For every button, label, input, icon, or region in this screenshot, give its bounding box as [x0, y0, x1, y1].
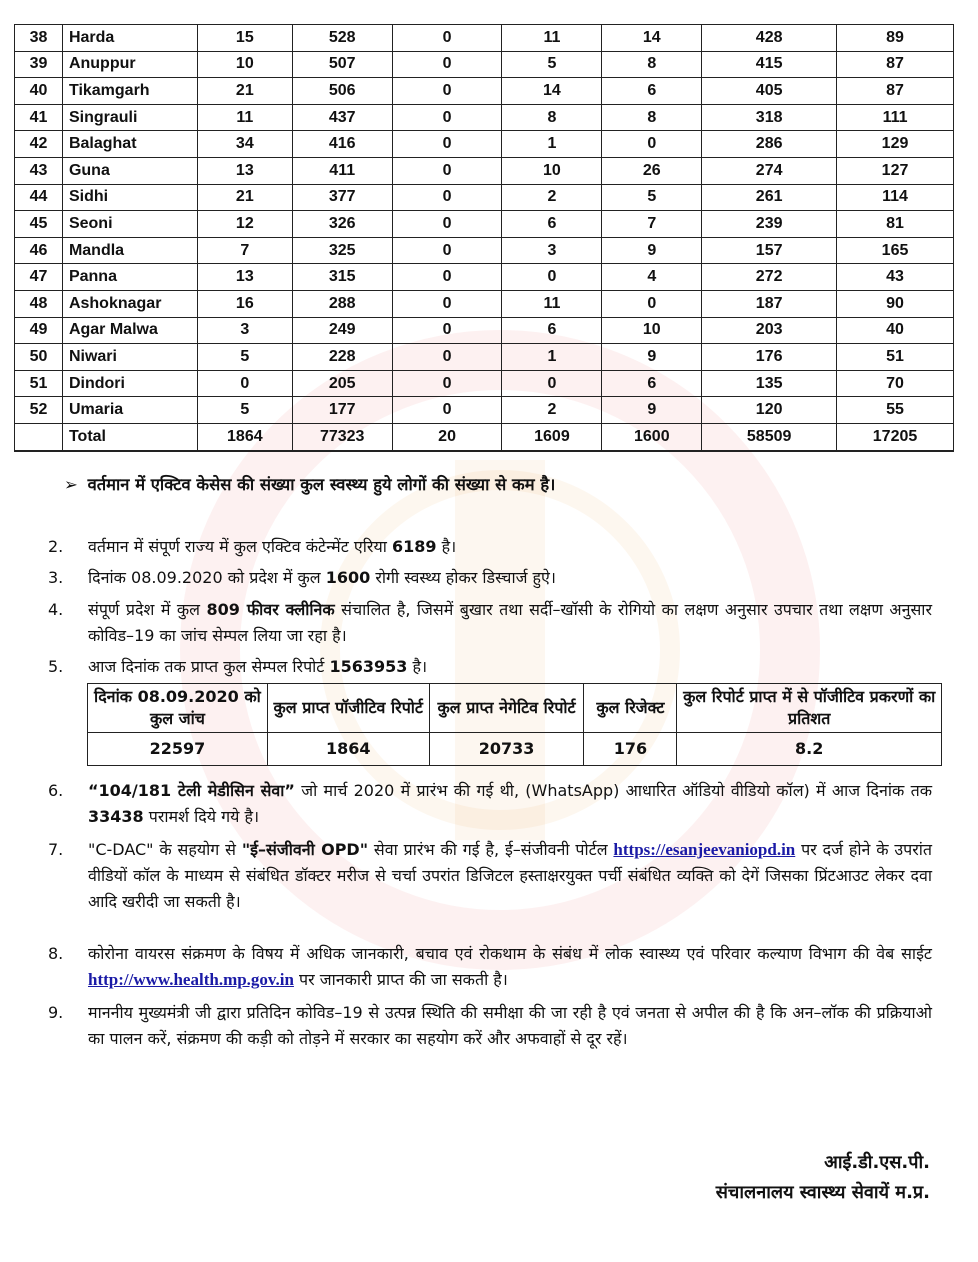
district-name-cell: Umaria [62, 397, 197, 424]
item-text: सेवा प्रारंभ की गई है, ई–संजीवनी पोर्टल [368, 840, 614, 859]
sample-value: 22597 [88, 733, 268, 766]
count-cell: 0 [392, 290, 502, 317]
count-cell: 0 [392, 237, 502, 264]
item-number: 2. [48, 537, 64, 556]
count-cell: 0 [392, 317, 502, 344]
count-cell: 77323 [292, 423, 392, 450]
table-row [15, 131, 954, 158]
count-cell: 205 [292, 370, 392, 397]
count-cell: 7 [602, 211, 702, 238]
count-cell: 55 [837, 397, 954, 424]
sample-value: 20733 [429, 733, 584, 766]
serial-cell: 41 [15, 104, 63, 131]
item-text: माननीय मुख्यमंत्री जी द्वारा प्रतिदिन कोविड–19 से उत्पन्न स्थिति की समीक्षा की जा रही है एवं जनता से अपील की है कि अन–लॉक की प्रक्रियाओ का पालन करें, संक्रमण की कड़ी को तोड़ने में सरकार का सहयोग करें और अफवाहों से दूर रहें। [88, 1003, 932, 1048]
district-table [14, 24, 954, 452]
sample-report-table [87, 683, 942, 766]
district-name-cell: Sidhi [62, 184, 197, 211]
item-text: पर जानकारी प्राप्त की जा सकती है। [293, 970, 508, 989]
count-cell: 8 [602, 104, 702, 131]
list-item-8 [48, 941, 932, 993]
district-name-cell: Balaghat [62, 131, 197, 158]
serial-cell: 50 [15, 344, 63, 371]
count-cell: 6 [602, 370, 702, 397]
count-cell: 415 [702, 51, 837, 78]
count-cell: 0 [602, 290, 702, 317]
count-cell: 13 [197, 264, 292, 291]
esanjeevani-link[interactable]: https://esanjeevaniopd.in [613, 840, 796, 859]
serial-cell: 49 [15, 317, 63, 344]
count-cell: 7 [197, 237, 292, 264]
count-cell: 87 [837, 78, 954, 105]
count-cell: 58509 [702, 423, 837, 450]
count-cell: 114 [837, 184, 954, 211]
count-cell: 9 [602, 397, 702, 424]
count-cell: 506 [292, 78, 392, 105]
count-cell: 507 [292, 51, 392, 78]
item-number: 5. [48, 657, 64, 676]
sample-value: 1864 [267, 733, 429, 766]
count-cell: 15 [197, 25, 292, 52]
list-item-6 [48, 778, 932, 830]
item-number: 3. [48, 568, 64, 587]
item-bold: 1600 [325, 568, 371, 587]
district-name-cell: Seoni [62, 211, 197, 238]
serial-cell: 45 [15, 211, 63, 238]
health-mp-link[interactable]: http://www.health.mp.gov.in [88, 970, 294, 989]
serial-cell: 44 [15, 184, 63, 211]
sample-header: कुल प्राप्त नेगेटिव रिपोर्ट [429, 684, 584, 733]
count-cell: 288 [292, 290, 392, 317]
count-cell: 3 [197, 317, 292, 344]
table-row [15, 397, 954, 424]
count-cell: 0 [392, 157, 502, 184]
item-text: परामर्श दिये गये है। [143, 807, 260, 826]
count-cell: 9 [602, 237, 702, 264]
item-bold: 809 फीवर क्लीनिक [206, 600, 335, 619]
table-row [15, 264, 954, 291]
serial-cell: 40 [15, 78, 63, 105]
count-cell: 165 [837, 237, 954, 264]
count-cell: 0 [392, 397, 502, 424]
count-cell: 177 [292, 397, 392, 424]
count-cell: 0 [392, 25, 502, 52]
count-cell: 10 [602, 317, 702, 344]
count-cell: 261 [702, 184, 837, 211]
count-cell: 5 [602, 184, 702, 211]
count-cell: 127 [837, 157, 954, 184]
item-bold: 6189 [391, 537, 437, 556]
count-cell: 9 [602, 344, 702, 371]
count-cell: 203 [702, 317, 837, 344]
sample-value: 8.2 [677, 733, 942, 766]
item-text: रोगी स्वस्थ्य होकर डिस्चार्ज हुऐ। [370, 568, 556, 587]
count-cell: 90 [837, 290, 954, 317]
count-cell: 1 [502, 131, 602, 158]
count-cell: 26 [602, 157, 702, 184]
count-cell: 11 [502, 25, 602, 52]
count-cell: 0 [392, 264, 502, 291]
sample-header: कुल रिजेक्ट [584, 684, 677, 733]
district-name-cell: Panna [62, 264, 197, 291]
count-cell: 14 [502, 78, 602, 105]
count-cell: 11 [502, 290, 602, 317]
district-name-cell: Singrauli [62, 104, 197, 131]
count-cell: 5 [197, 397, 292, 424]
count-cell: 21 [197, 78, 292, 105]
signature-block [716, 1148, 930, 1208]
item-text: है। [436, 537, 457, 556]
count-cell: 10 [197, 51, 292, 78]
count-cell: 16 [197, 290, 292, 317]
count-cell: 1864 [197, 423, 292, 450]
count-cell: 274 [702, 157, 837, 184]
count-cell: 2 [502, 397, 602, 424]
district-name-cell: Guna [62, 157, 197, 184]
list-item-9 [48, 1000, 932, 1052]
table-row [15, 370, 954, 397]
district-name-cell: Tikamgarh [62, 78, 197, 105]
count-cell: 135 [702, 370, 837, 397]
count-cell: 528 [292, 25, 392, 52]
count-cell: 318 [702, 104, 837, 131]
item-number: 6. [48, 781, 64, 800]
district-name-cell: Dindori [62, 370, 197, 397]
sample-header: दिनांक 08.09.2020 को कुल जांच [88, 684, 268, 733]
item-text: आज दिनांक तक प्राप्त कुल सेम्पल रिपोर्ट [88, 657, 330, 676]
count-cell: 286 [702, 131, 837, 158]
sample-header: कुल रिपोर्ट प्राप्त में से पॉजीटिव प्रकरणों का प्रतिशत [677, 684, 942, 733]
count-cell: 249 [292, 317, 392, 344]
table-row [15, 184, 954, 211]
item-bold: "ई–संजीवनी OPD" [241, 840, 369, 859]
list-item-7 [48, 837, 932, 915]
district-name-cell: Harda [62, 25, 197, 52]
item-text: दिनांक 08.09.2020 को प्रदेश में कुल [88, 568, 326, 587]
table-row [15, 78, 954, 105]
count-cell: 0 [197, 370, 292, 397]
count-cell: 0 [392, 344, 502, 371]
count-cell: 1609 [502, 423, 602, 450]
count-cell: 6 [602, 78, 702, 105]
count-cell: 34 [197, 131, 292, 158]
table-row [15, 157, 954, 184]
serial-cell: 47 [15, 264, 63, 291]
count-cell: 11 [197, 104, 292, 131]
count-cell: 89 [837, 25, 954, 52]
count-cell: 4 [602, 264, 702, 291]
count-cell: 51 [837, 344, 954, 371]
count-cell: 437 [292, 104, 392, 131]
list-item-5 [48, 654, 932, 680]
district-name-cell: Ashoknagar [62, 290, 197, 317]
district-name-cell: Niwari [62, 344, 197, 371]
count-cell: 20 [392, 423, 502, 450]
count-cell: 377 [292, 184, 392, 211]
table-row [15, 290, 954, 317]
count-cell: 3 [502, 237, 602, 264]
count-cell: 176 [702, 344, 837, 371]
count-cell: 81 [837, 211, 954, 238]
count-cell: 6 [502, 317, 602, 344]
arrow-bullet-icon: ➢ [64, 475, 78, 494]
serial-cell: 48 [15, 290, 63, 317]
count-cell: 21 [197, 184, 292, 211]
count-cell: 2 [502, 184, 602, 211]
count-cell: 40 [837, 317, 954, 344]
table-row [15, 317, 954, 344]
count-cell: 129 [837, 131, 954, 158]
serial-cell: 51 [15, 370, 63, 397]
count-cell: 0 [392, 51, 502, 78]
count-cell: 1600 [602, 423, 702, 450]
table-row [15, 237, 954, 264]
signature-line-1: आई.डी.एस.पी. [824, 1152, 930, 1173]
table-row [15, 51, 954, 78]
item-text: संपूर्ण प्रदेश में कुल [88, 600, 207, 619]
count-cell: 5 [197, 344, 292, 371]
serial-cell: 46 [15, 237, 63, 264]
count-cell: 411 [292, 157, 392, 184]
table-total-row [15, 423, 954, 450]
serial-cell: 39 [15, 51, 63, 78]
count-cell: 12 [197, 211, 292, 238]
count-cell: 0 [392, 78, 502, 105]
count-cell: 325 [292, 237, 392, 264]
count-cell: 0 [392, 184, 502, 211]
sample-value: 176 [584, 733, 677, 766]
item-text: जो मार्च 2020 में प्रारंभ की गई थी, (WhatsApp) आधारित ऑडियो वीडियो कॉल) में आज दिनांक तक [294, 781, 932, 800]
item-text: कोरोना वायरस संक्रमण के विषय में अधिक जानकारी, बचाव एवं रोकथाम के संबंध में लोक स्वास्थ्य एवं परिवार कल्याण विभाग की वेब साईट [88, 944, 932, 963]
count-cell: 6 [502, 211, 602, 238]
item-number: 4. [48, 600, 64, 619]
item-text: वर्तमान में संपूर्ण राज्य में कुल एक्टिव कंटेन्मेंट एरिया [88, 537, 392, 556]
count-cell: 87 [837, 51, 954, 78]
count-cell: 0 [602, 131, 702, 158]
table-row [15, 25, 954, 52]
item-text: पर दर्ज होने के उपरांत वीडियों कॉल के माध्यम से संबंधित डॉक्टर मरीज से चर्चा उपरांत डिजिटल हस्ताक्षरयुक्त पर्ची संबंधित व्यक्ति को देगें जिसका प्रिंटआउट लेकर दवा आदि खरीदी जा सकती है। [88, 840, 933, 911]
count-cell: 272 [702, 264, 837, 291]
table-row [15, 104, 954, 131]
item-text: है। [407, 657, 428, 676]
item-number: 7. [48, 840, 64, 859]
serial-cell: 43 [15, 157, 63, 184]
count-cell: 0 [392, 370, 502, 397]
sample-header: कुल प्राप्त पॉजीटिव रिपोर्ट [267, 684, 429, 733]
item-bold: 1563953 [329, 657, 408, 676]
count-cell: 13 [197, 157, 292, 184]
count-cell: 187 [702, 290, 837, 317]
count-cell: 0 [392, 104, 502, 131]
count-cell: 8 [502, 104, 602, 131]
count-cell: 1 [502, 344, 602, 371]
active-cases-note [64, 472, 555, 495]
list-item-3 [48, 565, 932, 591]
watermark-inner-ring [320, 470, 680, 830]
district-name-cell: Anuppur [62, 51, 197, 78]
count-cell: 120 [702, 397, 837, 424]
serial-cell: 52 [15, 397, 63, 424]
count-cell: 17205 [837, 423, 954, 450]
count-cell: 70 [837, 370, 954, 397]
district-name-cell: Mandla [62, 237, 197, 264]
item-bold: “104/181 टेली मेडीसिन सेवा” [88, 781, 295, 800]
district-name-cell: Agar Malwa [62, 317, 197, 344]
count-cell: 228 [292, 344, 392, 371]
serial-cell: 38 [15, 25, 63, 52]
item-number: 9. [48, 1003, 64, 1022]
count-cell: 5 [502, 51, 602, 78]
count-cell: 326 [292, 211, 392, 238]
count-cell: 315 [292, 264, 392, 291]
district-name-cell: Total [62, 423, 197, 450]
count-cell: 0 [502, 370, 602, 397]
item-text: "C-DAC" के सहयोग से [88, 840, 242, 859]
count-cell: 0 [392, 211, 502, 238]
count-cell: 239 [702, 211, 837, 238]
count-cell: 43 [837, 264, 954, 291]
count-cell: 8 [602, 51, 702, 78]
count-cell: 0 [502, 264, 602, 291]
list-item-4 [48, 597, 932, 649]
count-cell: 157 [702, 237, 837, 264]
item-number: 8. [48, 944, 64, 963]
count-cell: 10 [502, 157, 602, 184]
item-text: संचालित है, जिसमें बुखार तथा सर्दी–खॉसी के रोगियो का लक्षण अनुसार उपचार तथा लक्षण अनुसार कोविड–19 का जांच सेम्पल लिया जा रहा है। [88, 600, 932, 645]
count-cell: 0 [392, 131, 502, 158]
serial-cell: 42 [15, 131, 63, 158]
count-cell: 428 [702, 25, 837, 52]
table-row [15, 211, 954, 238]
table-row [15, 344, 954, 371]
serial-cell [15, 423, 63, 450]
count-cell: 416 [292, 131, 392, 158]
count-cell: 14 [602, 25, 702, 52]
list-item-2 [48, 534, 932, 560]
count-cell: 405 [702, 78, 837, 105]
active-cases-note-text: वर्तमान में एक्टिव केसेस की संख्या कुल स्वस्थ्य हुये लोगों की संख्या से कम है। [87, 475, 556, 494]
item-bold: 33438 [88, 807, 144, 826]
count-cell: 111 [837, 104, 954, 131]
signature-line-2: संचालनालय स्वास्थ्य सेवायें म.प्र. [715, 1182, 930, 1203]
